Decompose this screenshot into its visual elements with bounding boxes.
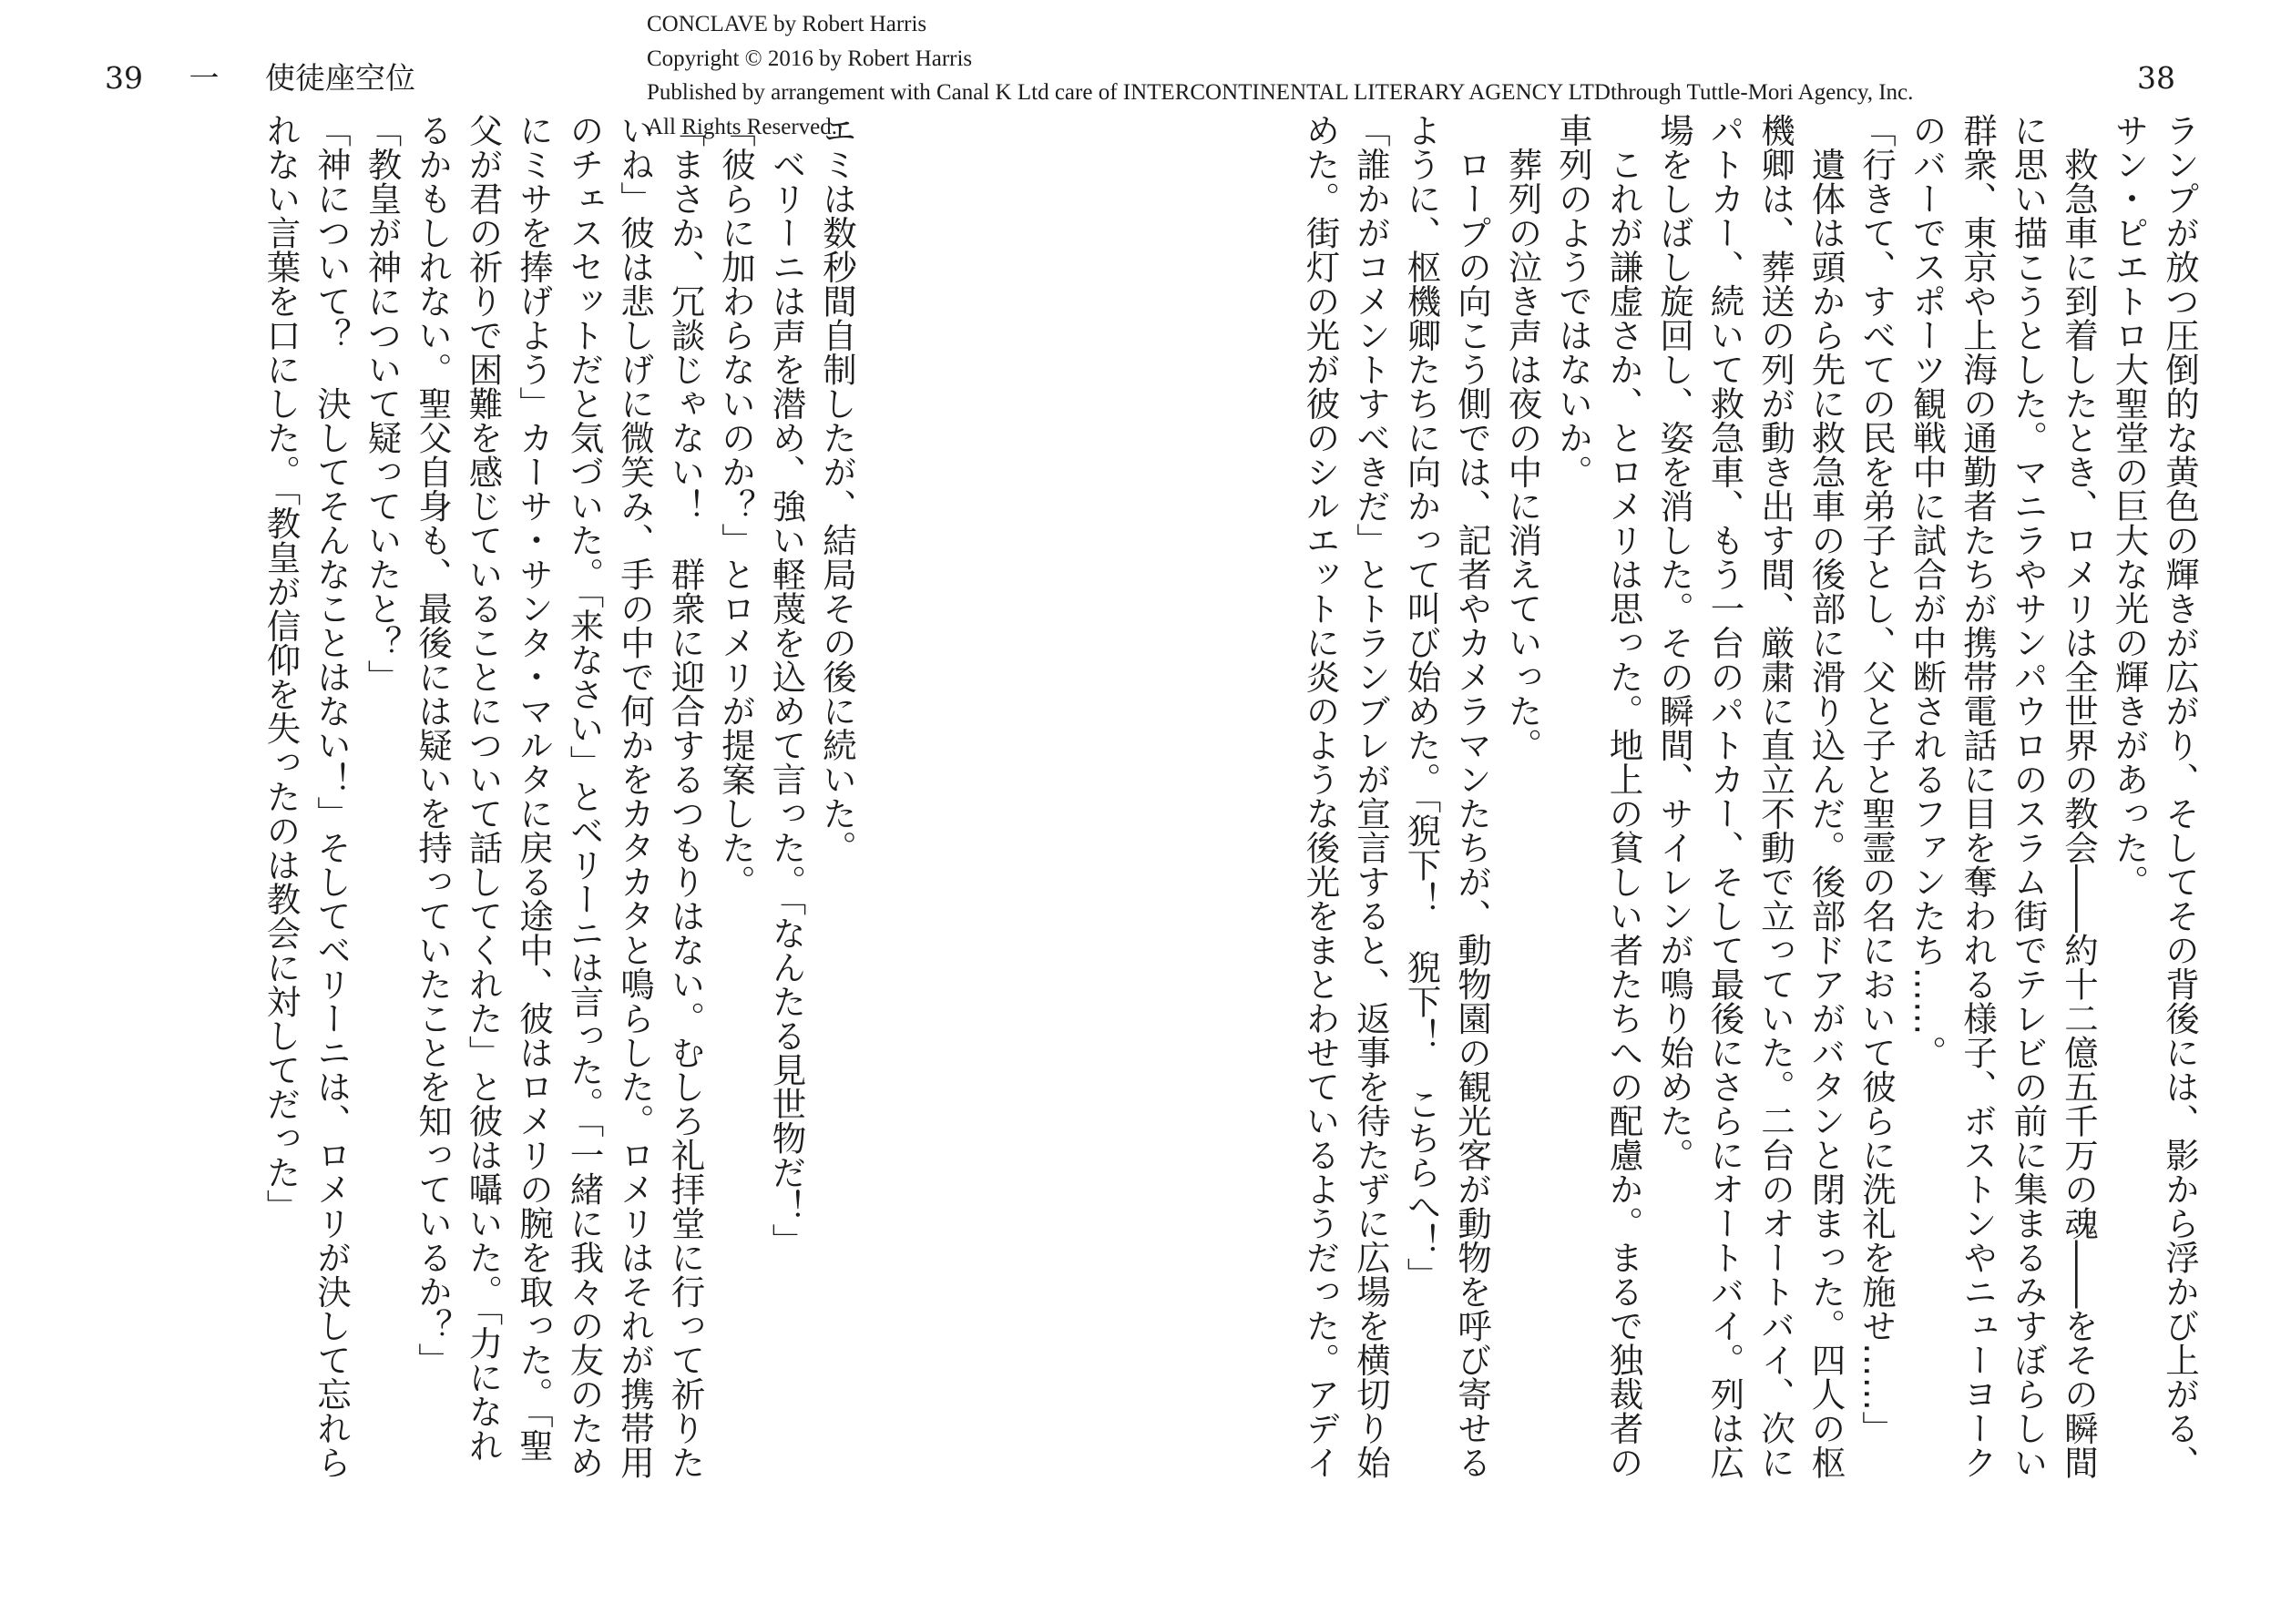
- copyright-line: Copyright © 2016 by Robert Harris: [647, 46, 973, 71]
- body-line: 「行きて、すべての民を弟子とし、父と子と聖霊の名において彼らに洗礼を施せ……」: [1857, 113, 1897, 1445]
- body-line: 「誰かがコメントすべきだ」とトランブレが宣言すると、返事を待たずに広場を横切り始: [1351, 113, 1391, 1479]
- body-line: れない言葉を口にした。「教皇が信仰を失ったのは教会に対してだった」: [261, 113, 302, 1223]
- body-line: 「彼らに加わらないのか？」とロメリが提案した。: [716, 113, 756, 899]
- body-line: 「神について？ 決してそんなことはない！」そしてベリーニは、ロメリが決して忘れら: [312, 113, 352, 1479]
- body-line: 遺体は頭から先に救急車の後部に滑り込んだ。後部ドアがバタンと閉まった。四人の枢: [1805, 113, 1846, 1479]
- body-line: 「まさか、冗談じゃない！ 群衆に迎合するつもりはない。むしろ礼拝堂に行って祈りた: [665, 113, 706, 1479]
- body-line: ロープの向こう側では、記者やカメラマンたちが、動物園の観光客が動物を呼び寄せる: [1452, 113, 1492, 1479]
- body-line: のバーでスポーツ観戦中に試合が中断されるファンたち……。: [1907, 113, 1948, 1069]
- body-line: エミは数秒間自制したが、結局その後に続いた。: [817, 113, 857, 864]
- body-line: ランプが放つ圧倒的な黄色の輝きが広がり、そしてその背後には、影から浮かび上がる、: [2160, 113, 2200, 1479]
- chapter-title: 使徒座空位: [265, 60, 415, 96]
- body-line: に思い描こうとした。マニラやサンパウロのスラム街でテレビの前に集まるみすぼらしい: [2008, 113, 2049, 1479]
- body-line: 救急車に到着したとき、ロメリは全世界の教会――約十二億五千万の魂――をその瞬間: [2059, 113, 2099, 1479]
- left-page-header: [105, 56, 415, 100]
- body-line: 「教皇が神について疑っていたと？」: [362, 113, 403, 694]
- right-page-body: [1294, 113, 2204, 1516]
- body-line: めた。街灯の光が彼のシルエットに炎のような後光をまとわせているようだった。アデイ: [1300, 113, 1341, 1479]
- copyright-line: CONCLAVE by Robert Harris: [647, 12, 927, 36]
- body-line: ように、枢機卿たちに向かって叫び始めた。「猊下！ 猊下！ こちらへ！」: [1401, 113, 1442, 1292]
- body-line: 場をしばし旋回し、姿を消した。その瞬間、サイレンが鳴り始めた。: [1654, 113, 1694, 1172]
- body-line: 車列のようではないか。: [1553, 113, 1593, 489]
- left-page-body: [261, 113, 862, 1516]
- body-line: これが謙虚さか、とロメリは思った。地上の貧しい者たちへの配慮か。まるで独裁者の: [1603, 113, 1644, 1479]
- body-line: ベリーニは声を潜め、強い軽蔑を込めて言った。「なんたる見世物だ！」: [766, 113, 807, 1258]
- copyright-line: All Rights Reserved.: [647, 114, 838, 139]
- body-line: るかもしれない。聖父自身も、最後には疑いを持っていたことを知っているか？」: [413, 113, 453, 1377]
- body-line: 葬列の泣き声は夜の中に消えていった。: [1502, 113, 1543, 762]
- chapter-dash: 一: [189, 60, 220, 96]
- body-line: パトカー、続いて救急車、もう一台のパトカー、そして最後にさらにオートバイ。列は広: [1704, 113, 1745, 1479]
- body-line: 機卿は、葬送の列が動き出す間、厳粛に直立不動で立っていた。二台のオートバイ、次に: [1755, 113, 1795, 1479]
- body-line: いね」彼は悲しげに微笑み、手の中で何かをカタカタと鳴らした。ロメリはそれが携帯用: [615, 113, 655, 1479]
- body-line: サン・ピエトロ大聖堂の巨大な光の輝きがあった。: [2109, 113, 2150, 899]
- body-line: 父が君の祈りで困難を感じていることについて話してくれた」と彼は囁いた。「力になれ: [463, 113, 504, 1463]
- right-page-number: 38: [2137, 60, 2175, 96]
- body-line: 群衆、東京や上海の通勤者たちが携帯電話に目を奪われる様子、ボストンやニューヨーク: [1958, 113, 1998, 1479]
- body-line: のチェスセットだと気づいた。「来なさい」とベリーニは言った。「一緒に我々の友のため: [564, 113, 605, 1479]
- body-line: にミサを捧げよう」カーサ・サンタ・マルタに戻る途中、彼はロメリの腕を取った。「聖: [514, 113, 554, 1463]
- left-page-number: 39: [105, 60, 143, 96]
- copyright-line: Published by arrangement with Canal K Ltd care of INTERCONTINENTAL LITERARY AGENCY LTDthrough Tuttle-Mori Agency, Inc.: [647, 80, 1914, 105]
